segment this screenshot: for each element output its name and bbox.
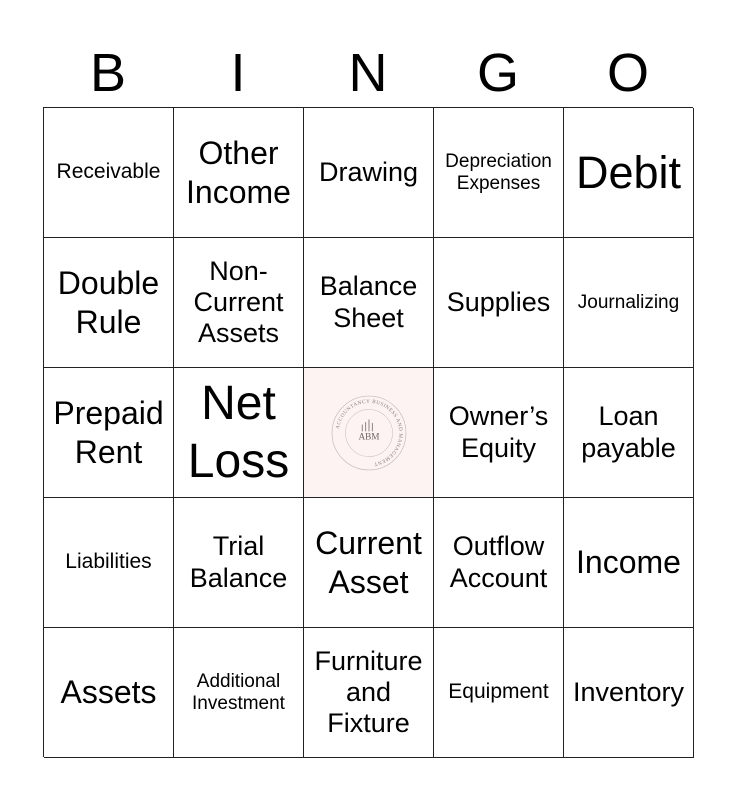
bingo-cell[interactable]: Journalizing	[564, 238, 694, 368]
bingo-cell[interactable]: Receivable	[44, 108, 174, 238]
bingo-cell[interactable]: Income	[564, 498, 694, 628]
bingo-cell[interactable]: Debit	[564, 108, 694, 238]
bingo-cell[interactable]: Owner’s Equity	[434, 368, 564, 498]
logo-ring-text: ACCOUNTANCY BUSINESS AND MANAGEMENT	[334, 398, 403, 467]
bingo-cell[interactable]: Additional Investment	[174, 628, 304, 758]
bingo-cell[interactable]: Furniture and Fixture	[304, 628, 434, 758]
bingo-cell[interactable]: Drawing	[304, 108, 434, 238]
bingo-header	[43, 40, 693, 106]
abm-logo-icon	[327, 391, 411, 475]
bingo-cell[interactable]: Equipment	[434, 628, 564, 758]
bingo-cell[interactable]: Double Rule	[44, 238, 174, 368]
bingo-cell[interactable]: Balance Sheet	[304, 238, 434, 368]
header-letter-o: O	[606, 43, 649, 103]
bingo-cell[interactable]: Loan payable	[564, 368, 694, 498]
bingo-cell[interactable]: Other Income	[174, 108, 304, 238]
bingo-cell[interactable]: Current Asset	[304, 498, 434, 628]
bingo-cell[interactable]: Assets	[44, 628, 174, 758]
bingo-cell[interactable]: Prepaid Rent	[44, 368, 174, 498]
bingo-cell[interactable]: Depreciation Expenses	[434, 108, 564, 238]
bingo-cell[interactable]: Trial Balance	[174, 498, 304, 628]
header-letter-i: I	[230, 43, 246, 103]
header-letter-n: N	[348, 43, 388, 103]
bingo-cell[interactable]: Inventory	[564, 628, 694, 758]
bingo-cell[interactable]: Non-Current Assets	[174, 238, 304, 368]
header-letter-b: B	[89, 43, 127, 103]
free-space-cell[interactable]	[304, 368, 434, 498]
bingo-cell[interactable]: Liabilities	[44, 498, 174, 628]
bingo-cell[interactable]: Supplies	[434, 238, 564, 368]
logo-monogram: ABM	[357, 431, 380, 442]
header-letter-g: G	[476, 43, 519, 103]
bingo-cell[interactable]: Outflow Account	[434, 498, 564, 628]
bingo-cell[interactable]: Net Loss	[174, 368, 304, 498]
bingo-grid	[43, 107, 693, 757]
